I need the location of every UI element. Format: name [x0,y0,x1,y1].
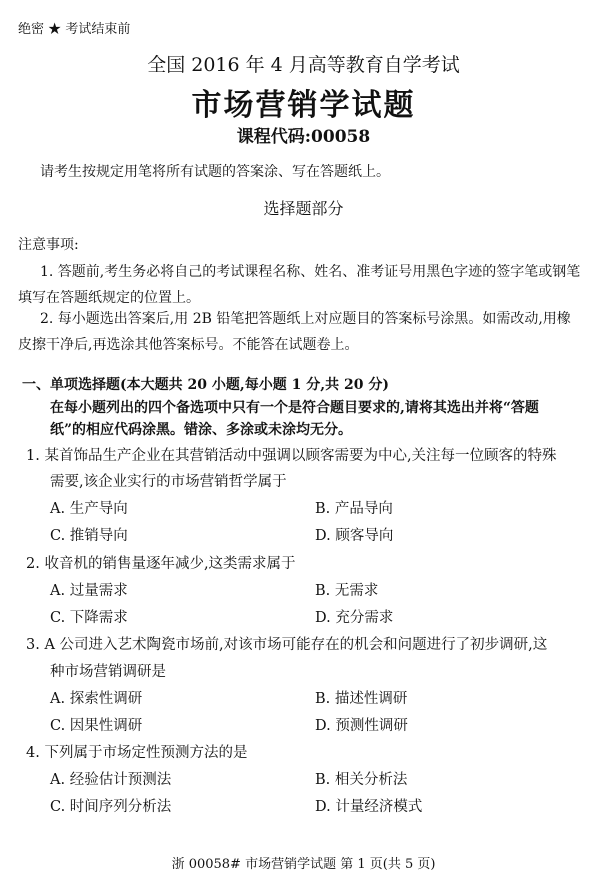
notes-heading: 注意事项: [18,237,79,253]
question-option: A. 过量需求 [50,583,128,599]
course-code: 课程代码:00058 [236,127,371,147]
question-option: B. 无需求 [315,583,379,599]
question-option: A. 探索性调研 [50,691,143,707]
note-line: 2. 每小题选出答案后,用 2B 铅笔把答题纸上对应题目的答案标号涂黑。如需改动,用橡 [40,311,571,327]
question-option: B. 相关分析法 [315,772,408,788]
part-title: 一、单项选择题(本大题共 20 小题,每小题 1 分,共 20 分) [22,377,389,393]
question-option: D. 充分需求 [315,610,394,626]
question-option: A. 经验估计预测法 [50,772,172,788]
subject-title: 市场营销学试题 [191,88,416,123]
secret-label: 绝密 [18,22,45,37]
section-heading: 选择题部分 [263,199,344,218]
star-icon: ★ [48,22,62,37]
note-line: 皮擦干净后,再选涂其他答案标号。不能答在试题卷上。 [18,337,359,353]
question-option: A. 生产导向 [50,501,128,517]
instruction-text: 请考生按规定用笔将所有试题的答案涂、写在答题纸上。 [40,164,390,180]
part-description: 在每小题列出的四个备选项中只有一个是符合题目要求的,请将其选出并将“答题 [50,400,539,416]
question-option: C. 时间序列分析法 [50,799,172,815]
question-option: C. 下降需求 [50,610,128,626]
part-description: 纸”的相应代码涂黑。错涂、多涂或未涂均无分。 [50,422,353,438]
question-stem: 需要,该企业实行的市场营销哲学属于 [50,474,287,490]
question-option: B. 产品导向 [315,501,393,517]
question-stem: 4. 下列属于市场定性预测方法的是 [26,745,248,761]
question-stem: 种市场营销调研是 [50,664,166,680]
confidential-marker [18,18,130,37]
question-option: B. 描述性调研 [315,691,408,707]
note-line: 1. 答题前,考生务必将自己的考试课程名称、姓名、准考证号用黑色字迹的签字笔或钢笔 [40,264,581,280]
question-option: C. 因果性调研 [50,718,143,734]
question-option: D. 计量经济模式 [315,799,423,815]
question-option: D. 预测性调研 [315,718,408,734]
page-footer: 浙 00058# 市场营销学试题 第 1 页(共 5 页) [171,857,436,872]
question-option: C. 推销导向 [50,528,128,544]
question-stem: 3. A 公司进入艺术陶瓷市场前,对该市场可能存在的机会和问题进行了初步调研,这 [26,637,548,653]
note-line: 填写在答题纸规定的位置上。 [18,290,200,306]
exam-title: 全国 2016 年 4 月高等教育自学考试 [147,54,460,76]
secret-suffix: 考试结束前 [65,22,131,37]
question-stem: 2. 收音机的销售量逐年减少,这类需求属于 [26,556,296,572]
question-stem: 1. 某首饰品生产企业在其营销活动中强调以顾客需要为中心,关注每一位顾客的特殊 [26,448,557,464]
question-option: D. 顾客导向 [315,528,394,544]
